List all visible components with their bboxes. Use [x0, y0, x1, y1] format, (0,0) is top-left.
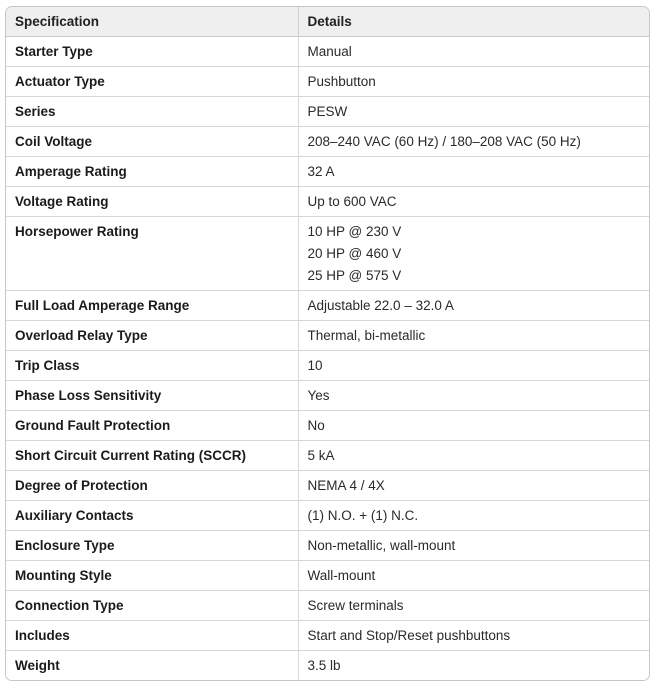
spec-cell: Auxiliary Contacts — [6, 501, 298, 531]
details-line: Adjustable 22.0 – 32.0 A — [307, 298, 454, 313]
details-line: Pushbutton — [307, 74, 376, 89]
details-line: 10 HP @ 230 V — [307, 224, 402, 239]
spec-cell: Enclosure Type — [6, 531, 298, 561]
details-line: Thermal, bi-metallic — [307, 328, 426, 343]
spec-cell: Full Load Amperage Range — [6, 291, 298, 321]
details-cell — [298, 351, 649, 381]
table-row — [6, 67, 649, 97]
table-row — [6, 127, 649, 157]
specification-table — [5, 6, 650, 681]
details-cell — [298, 621, 649, 651]
spec-cell: Coil Voltage — [6, 127, 298, 157]
column-header-specification: Specification — [6, 7, 298, 37]
details-cell — [298, 37, 649, 67]
details-line: Wall-mount — [307, 568, 376, 583]
spec-cell: Short Circuit Current Rating (SCCR) — [6, 441, 298, 471]
details-line: Non-metallic, wall-mount — [307, 538, 456, 553]
table-row — [6, 291, 649, 321]
details-line: 10 — [307, 358, 323, 373]
details-cell — [298, 67, 649, 97]
details-line: Screw terminals — [307, 598, 404, 613]
spec-cell: Connection Type — [6, 591, 298, 621]
details-line: 20 HP @ 460 V — [307, 246, 402, 261]
details-cell — [298, 471, 649, 501]
details-line: 32 A — [307, 164, 335, 179]
table-header — [6, 7, 649, 37]
details-line: PESW — [307, 104, 348, 119]
table-row — [6, 531, 649, 561]
table-row — [6, 651, 649, 681]
details-line: Up to 600 VAC — [307, 194, 397, 209]
spec-cell: Ground Fault Protection — [6, 411, 298, 441]
table-row — [6, 621, 649, 651]
details-line: 3.5 lb — [307, 658, 341, 673]
details-cell — [298, 157, 649, 187]
details-line: Start and Stop/Reset pushbuttons — [307, 628, 511, 643]
details-line: NEMA 4 / 4X — [307, 478, 385, 493]
details-cell — [298, 97, 649, 127]
table-row — [6, 441, 649, 471]
spec-cell: Includes — [6, 621, 298, 651]
details-cell — [298, 187, 649, 217]
spec-details-table — [6, 7, 649, 680]
spec-cell: Actuator Type — [6, 67, 298, 97]
spec-cell: Overload Relay Type — [6, 321, 298, 351]
table-row — [6, 157, 649, 187]
column-header-details: Details — [298, 7, 649, 37]
details-cell — [298, 501, 649, 531]
details-cell — [298, 321, 649, 351]
details-cell — [298, 531, 649, 561]
table-row — [6, 187, 649, 217]
header-row — [6, 7, 649, 37]
details-cell — [298, 441, 649, 471]
spec-cell: Mounting Style — [6, 561, 298, 591]
spec-cell: Starter Type — [6, 37, 298, 67]
table-row — [6, 591, 649, 621]
spec-cell: Degree of Protection — [6, 471, 298, 501]
spec-cell: Series — [6, 97, 298, 127]
details-line: Yes — [307, 388, 330, 403]
table-row — [6, 321, 649, 351]
spec-cell: Trip Class — [6, 351, 298, 381]
details-cell — [298, 561, 649, 591]
details-cell — [298, 291, 649, 321]
table-row — [6, 37, 649, 67]
table-row — [6, 381, 649, 411]
details-line: Manual — [307, 44, 352, 59]
spec-cell: Voltage Rating — [6, 187, 298, 217]
spec-cell: Horsepower Rating — [6, 217, 298, 291]
table-body — [6, 37, 649, 681]
details-cell — [298, 127, 649, 157]
table-row — [6, 501, 649, 531]
table-row — [6, 97, 649, 127]
details-line: 208–240 VAC (60 Hz) / 180–208 VAC (50 Hz) — [307, 134, 581, 149]
spec-cell: Weight — [6, 651, 298, 681]
details-line: (1) N.O. + (1) N.C. — [307, 508, 419, 523]
details-line: 5 kA — [307, 448, 335, 463]
table-row — [6, 471, 649, 501]
table-row — [6, 411, 649, 441]
details-line: 25 HP @ 575 V — [307, 268, 402, 283]
spec-cell: Phase Loss Sensitivity — [6, 381, 298, 411]
table-row — [6, 217, 649, 291]
spec-cell: Amperage Rating — [6, 157, 298, 187]
details-cell — [298, 651, 649, 681]
table-row — [6, 351, 649, 381]
details-cell — [298, 217, 649, 291]
table-row — [6, 561, 649, 591]
details-cell — [298, 381, 649, 411]
details-cell — [298, 411, 649, 441]
details-line: No — [307, 418, 325, 433]
details-cell — [298, 591, 649, 621]
